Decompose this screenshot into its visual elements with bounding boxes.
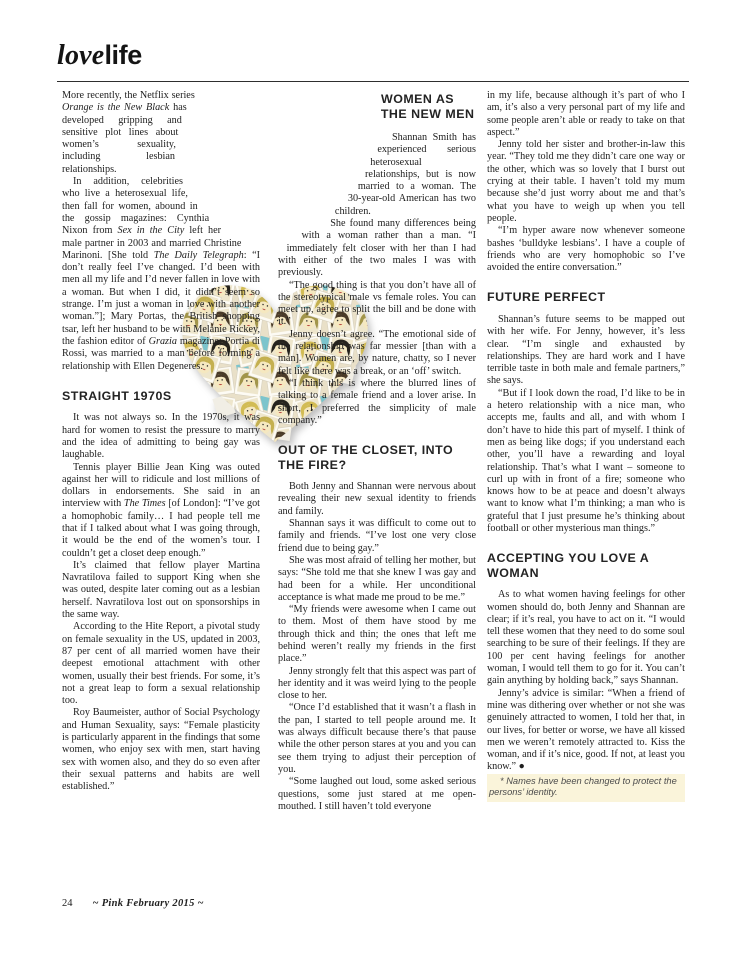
section-heading-straight-1970s: STRAIGHT 1970S <box>62 388 172 403</box>
paragraph: More recently, the Netflix series Orange is the New Black has developed gripping and sensitive plot lines about women’s sexuality, including lesbian relationships. <box>62 90 195 175</box>
paragraph: Shannan Smith has experienced serious heterosexual relationships, but is now married to a woman. The 30-year-old American has two children. <box>334 132 476 217</box>
paragraph: In addition, celebrities who live a heterosexual life, then fall for women, abound in the gossip magazines: Cynthia Nixon from Sex in the City left her male partner in 2003 and married Christine Marinoni. [She told The Daily Telegraph: “I don’t really feel I’ve changed. I’d been with men all my life and I’d never fallen in love with a woman. But when I did, it didn’t seem so strange. I’m just a woman in love with another woman.”]; Mary Portas, the British shopping tsar, left her husband to be with Melanie Rickey, the fashion editor of Grazia magazine; Portia di Rossi, was married to a man before forming a relationship with Ellen Degeneres. <box>62 176 261 372</box>
column-3 <box>487 90 685 802</box>
paragraph: “But if I look down the road, I’d like to be in a hetero relationship with a nice man, who accepts me, faults and all, and with whom I don’t have to hide this part of myself. I think of men as being like dogs; if you understand each other, you’ll have a rewarding and loyal relationship. That’s what I want – someone to curl up with in front of a fire; someone who knows how to be at peace and doesn’t always want to know what I’m thinking; a man who is grateful that I just presume he’s thinking about football or other mysterious man things.” <box>487 387 685 534</box>
footnote: * Names have been changed to protect the persons’ identity. <box>487 774 685 802</box>
paragraph: Shannan says it was difficult to come out to family and friends. “I’ve lost one very close friend due to being gay.” <box>278 518 476 554</box>
paragraph: She found many differences being with a woman rather than a man. “I immediately felt closer with her than I had with either of the two males I was with previously. <box>278 218 476 279</box>
page-footer <box>62 898 204 909</box>
section-heading-women-as-the-new-men: WOMEN AS THE NEW MEN <box>380 92 475 121</box>
paragraph: Jenny told her sister and brother-in-law this year. “They told me they didn’t care one way or the other, which was so lovely that I burst out crying at their table. I haven’t told my mum because she’d just worry about me and that’s what you have to weigh up when you tell people. <box>487 139 685 224</box>
section-heading-out-of-the-closet: OUT OF THE CLOSET, INTO THE FIRE? <box>278 443 454 472</box>
paragraph: Tennis player Billie Jean King was outed against her will to ridicule and lost millions of dollars in endorsements. She said in an interview with The Times [of London]: “I’ve got a homophobic family… I had people tell me that if I talked about what I was going through, it would be the end of the women’s tour. I couldn’t get a closet deep enough.” <box>62 461 260 559</box>
paragraph: It’s claimed that fellow player Martina Navratilova failed to support King when she was outed, despite later coming out as a lesbian herself. Navratilova lost out on sponsorships in the same way. <box>62 559 260 621</box>
page-number: 24 <box>62 898 73 909</box>
paragraph: “I’m hyper aware now whenever someone bashes ‘bulldyke lesbians’. I have a couple of friends who are very homophobic so I’ve avoided the entire conversation.” <box>487 225 685 274</box>
paragraph: Roy Baumeister, author of Social Psychology and Human Sexuality, says: “Female plasticity is particularly apparent in the findings that some women, who enjoy sex with men, start having sex with women also, and they do so even after their sexual patterns and habits are well established.” <box>62 707 260 793</box>
masthead <box>57 40 142 76</box>
brand-love: love <box>57 40 105 71</box>
paragraph: “Once I’d established that it wasn’t a flash in the pan, I started to tell people around me. It was always difficult because there’s that pause while the other person stares at you and you can see them trying to adjust their perception of you. <box>278 702 476 775</box>
paragraph: “My friends were awesome when I came out to them. Most of them have stood by me through thick and thin; the ones that left me behind weren’t really my friends in the first place.” <box>278 604 476 665</box>
paragraph: According to the Hite Report, a pivotal study on female sexuality in the US, updated in 2003, 87 per cent of all married women have their deepest emotional attachment with other women, usually their best friends. For some, it’s not a great leap to form a sexual relationship too. <box>62 621 260 707</box>
column-2 <box>278 90 476 813</box>
header-rule <box>57 81 689 82</box>
paragraph: “I think this is where the blurred lines of talking to a female friend and a lover arise. In short, I preferred the simplicity of male company.” <box>278 377 476 426</box>
issue-label: ~ Pink February 2015 ~ <box>92 898 204 909</box>
paragraph: Jenny doesn’t agree. “The emotional side of the relationship was far messier [than with a man]. Women are, by nature, chatty, so I never felt like there was a break, or an ‘off’ switch. <box>278 328 476 377</box>
paragraph: Both Jenny and Shannan were nervous about revealing their new sexual identity to friends and family. <box>278 481 476 517</box>
column-1 <box>62 90 260 794</box>
paragraph: She was most afraid of telling her mother, but says: “She told me that she knew I was gay and had been for a while. Her unconditional acceptance is what made me proud to be me.” <box>278 554 476 603</box>
section-heading-future-perfect: FUTURE PERFECT <box>487 290 606 305</box>
paragraph: Jenny’s advice is similar: “When a friend of mine was dithering over whether or not she was genuinely attracted to women, I told her that, in our lives, for better or worse, we have all kissed men we weren’t remotely attracted to. Kiss the woman, and if it’s nice, good. If not, at least you know.” ● <box>487 687 685 773</box>
section-heading-accepting-you-love-a-woman: ACCEPTING YOU LOVE A WOMAN <box>487 551 649 580</box>
paragraph: As to what women having feelings for other women should do, both Jenny and Shannan are clear; if it’s real, you have to act on it. “I would tell these women that they need to do some soul searching to be sure of their feelings. If they are 100 per cent having feelings for another woman, I would tell them to go for it. You can’t gain anything by holding back,” says Shannan. <box>487 589 685 687</box>
paragraph: It was not always so. In the 1970s, it was hard for women to resist the pressure to marry and the idea of admitting to being gay was laughable. <box>62 412 260 461</box>
paragraph: Shannan’s future seems to be mapped out with her wife. For Jenny, however, it’s less clear. “I’m single and exhausted by relationships. They are hard work and I have terrible taste in both male and female partners,” she says. <box>487 313 685 387</box>
brand-life: life <box>104 40 142 70</box>
paragraph: Jenny strongly felt that this aspect was part of her identity and it was weird lying to the people close to her. <box>278 665 476 702</box>
paragraph: “The good thing is that you don’t have all of the stereotypical male vs female roles. You can meet up, agree to split the bill and be done with it.” <box>278 279 476 328</box>
paragraph: in my life, because although it’s part of who I am, it’s also a very personal part of my life and some people aren’t able or ready to take on that aspect.” <box>487 90 685 138</box>
paragraph: “Some laughed out loud, some asked serious questions, some just stared at me open-mouthed. I still haven’t told everyone <box>278 776 476 812</box>
